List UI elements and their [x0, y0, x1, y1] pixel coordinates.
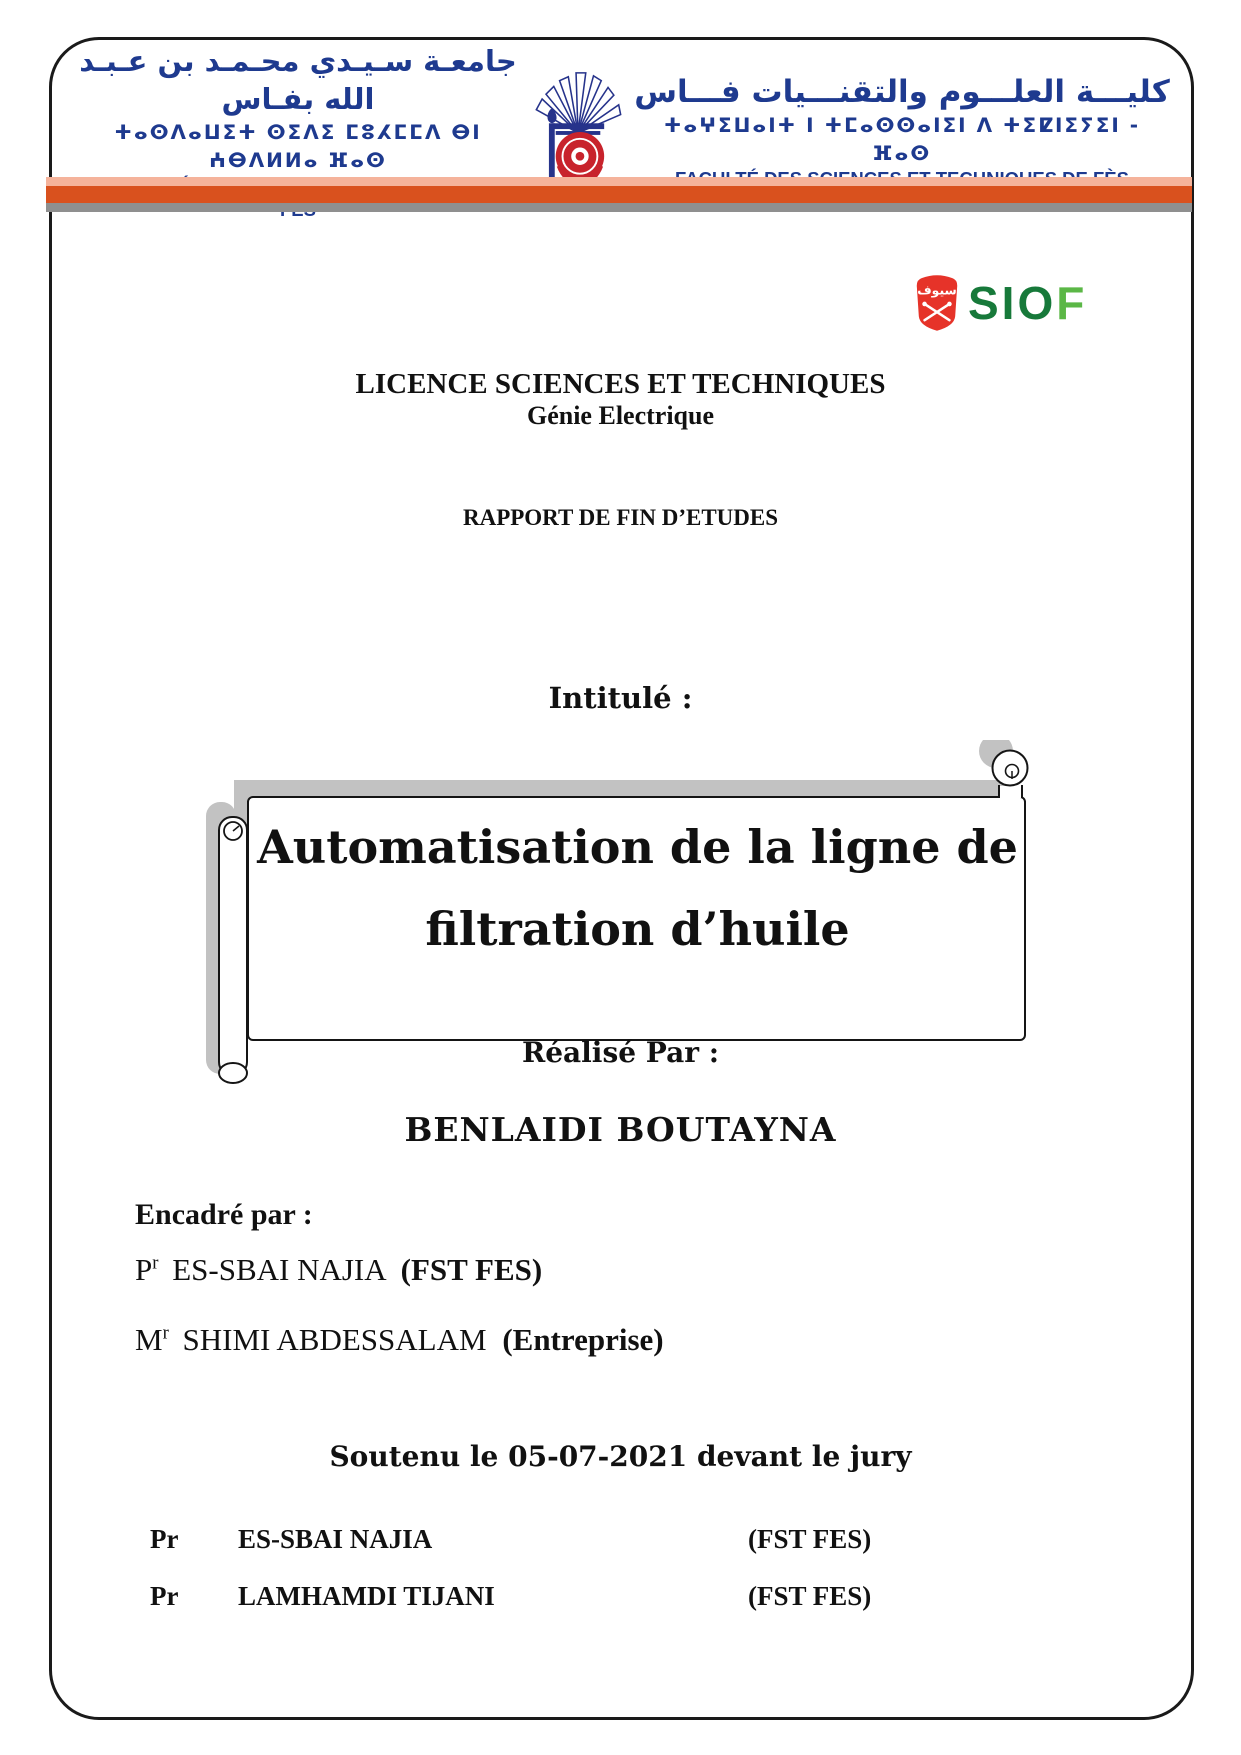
- supervisor-affiliation: (Entreprise): [502, 1322, 664, 1357]
- jury-member-name: LAMHAMDI TIJANI: [238, 1581, 495, 1611]
- report-title: [248, 806, 1027, 970]
- siof-logo: [915, 274, 1087, 332]
- supervision-label: Encadré par :: [135, 1198, 313, 1231]
- jury-member-title: Pr: [150, 1581, 179, 1611]
- report-title-line1: Automatisation de la ligne de: [257, 820, 1018, 874]
- siof-badge-arabic: سيوف: [917, 282, 957, 298]
- intitule-label: Intitulé :: [548, 681, 693, 715]
- supervisor-affiliation: (FST FES): [400, 1252, 543, 1287]
- bar-orange: [46, 186, 1192, 203]
- defense-statement: Soutenu le 05-07-2021 devant le jury: [329, 1440, 912, 1473]
- supervisor-title-sup: r: [162, 1322, 169, 1344]
- faculty-block: [632, 73, 1172, 191]
- supervisor-title: M: [135, 1322, 163, 1357]
- university-name-arabic: جامعـة سـيـدي محـمـد بن عـبـد الله بفـاس: [79, 44, 517, 116]
- siof-wordmark-dark: SIO: [968, 277, 1057, 329]
- specialty-title: Génie Electrique: [526, 401, 714, 430]
- report-type: RAPPORT DE FIN D’ETUDES: [462, 505, 779, 530]
- jury-member-affiliation: (FST FES): [748, 1524, 872, 1554]
- author-name: BENLAIDI BOUTAYNA: [404, 1110, 837, 1149]
- degree-title: LICENCE SCIENCES ET TECHNIQUES: [355, 368, 886, 400]
- supervisor-title: P: [135, 1252, 153, 1287]
- header-separator-bar: [46, 177, 1192, 212]
- supervisor-name: ES-SBAI NAJIA: [172, 1252, 385, 1287]
- siof-wordmark-light: F: [1056, 277, 1088, 329]
- siof-badge-icon: [915, 274, 959, 332]
- jury-row: [0, 1581, 1241, 1617]
- supervisor-line: [135, 1252, 542, 1288]
- bar-salmon: [46, 177, 1192, 186]
- supervisor-line: [135, 1322, 664, 1358]
- supervisor-title-sup: r: [152, 1252, 159, 1274]
- jury-member-affiliation: (FST FES): [748, 1581, 872, 1611]
- jury-member-title: Pr: [150, 1524, 179, 1554]
- realised-by-label: Réalisé Par :: [521, 1036, 720, 1069]
- jury-member-name: ES-SBAI NAJIA: [238, 1524, 433, 1554]
- bar-gray: [46, 203, 1192, 212]
- faculty-name-tifinagh: ⵜⴰⵖⵉⵡⴰⵏⵜ ⵏ ⵜⵎⴰⵙⵙⴰⵏⵉⵏ ⴷ ⵜⵉⵇⵏⵉⵢⵉⵏ - ⴼⴰⵙ: [663, 113, 1141, 165]
- university-name-tifinagh: ⵜⴰⵙⴷⴰⵡⵉⵜ ⵙⵉⴷⵉ ⵎⵓⵃⵎⵎⴷ ⴱⵏ ⵄⴱⴷⵍⵍⴰ ⴼⴰⵙ: [114, 120, 482, 172]
- jury-row: [0, 1524, 1241, 1560]
- report-title-line2: filtration d’huile: [425, 902, 850, 956]
- faculty-name-arabic: كليـــة العلـــوم والتقنـــيات فـــاس: [634, 74, 1170, 110]
- supervisor-name: SHIMI ABDESSALAM: [182, 1322, 487, 1357]
- siof-wordmark: [968, 277, 1088, 329]
